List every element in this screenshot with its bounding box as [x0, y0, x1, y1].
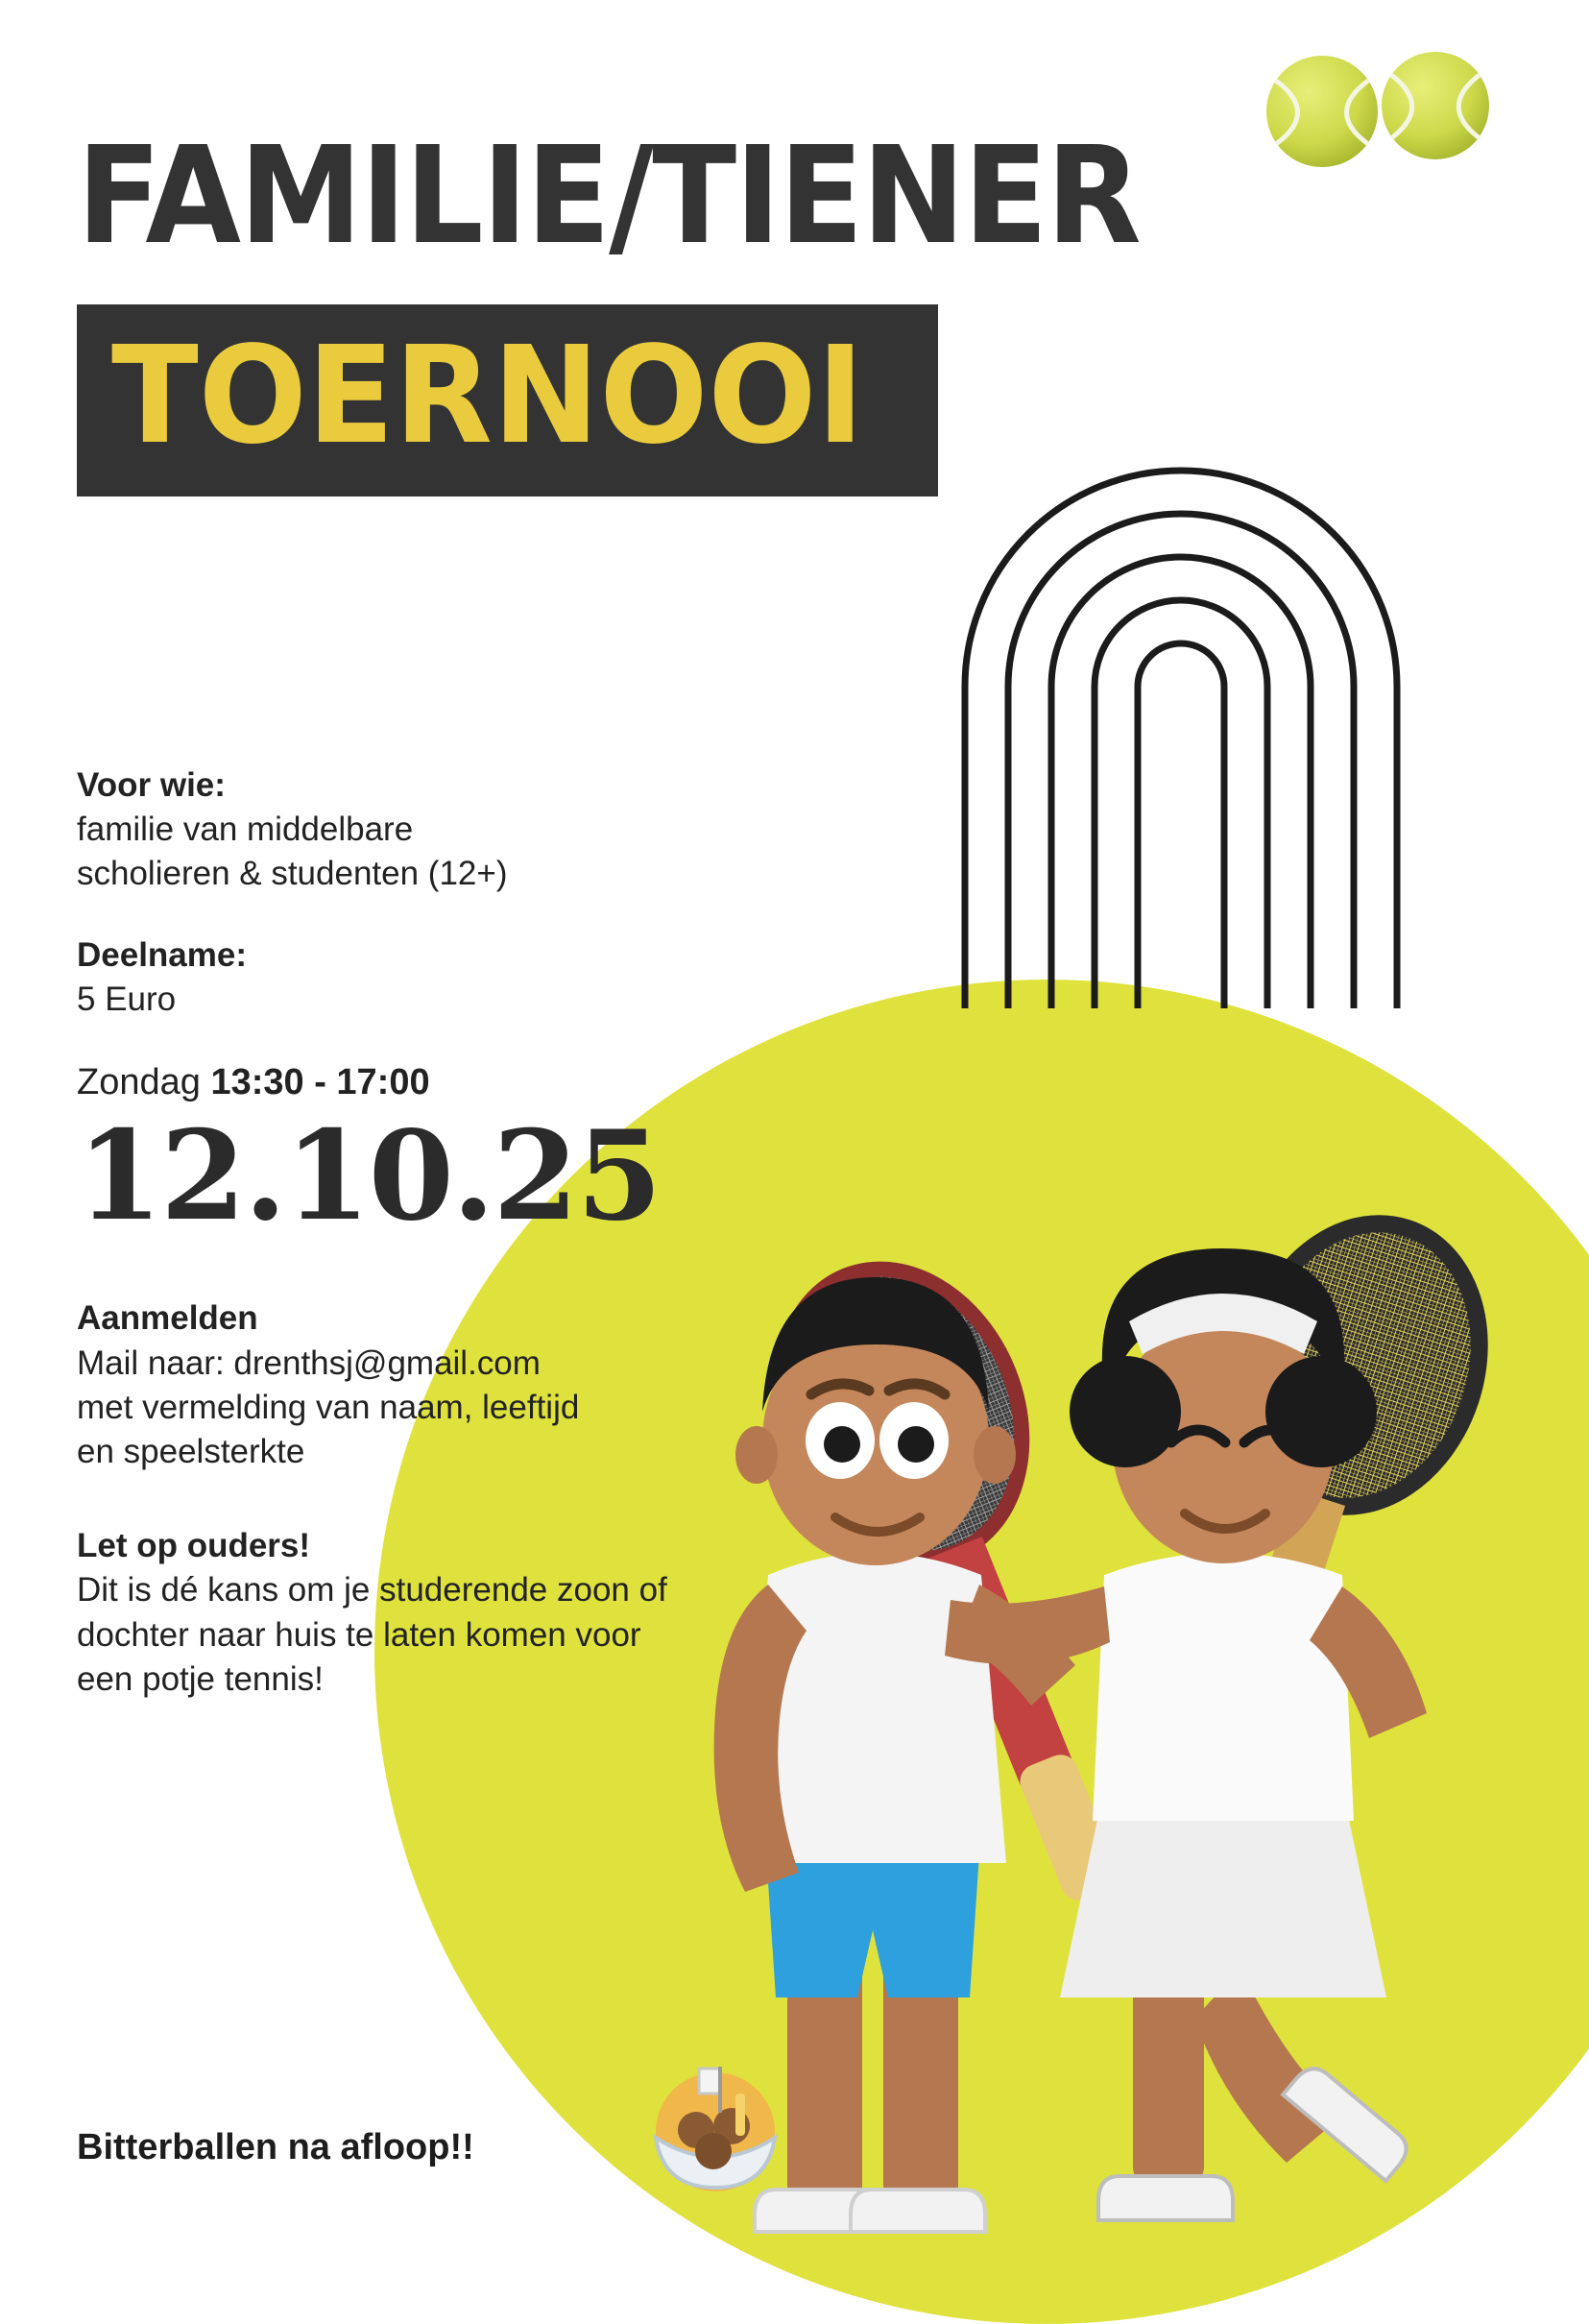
- voor-wie-line-1: familie van middelbare: [77, 811, 414, 849]
- day-prefix: Zondag: [77, 1061, 211, 1102]
- voor-wie-label: Voor wie:: [77, 766, 226, 804]
- deelname-block: [77, 933, 807, 1022]
- bitterballen-bowl-icon: [643, 2055, 787, 2199]
- headline-line-1: FAMILIE/TIENER: [77, 118, 1140, 275]
- aanmelden-line-3: en speelsterkte: [77, 1433, 305, 1471]
- deelname-value: 5 Euro: [77, 980, 177, 1018]
- let-op-line-3: een potje tennis!: [77, 1659, 324, 1698]
- day-time: 13:30 - 17:00: [210, 1061, 430, 1102]
- tennis-ball-icon: [1263, 48, 1503, 182]
- event-date: 12.10.25: [77, 1104, 661, 1249]
- deelname-label: Deelname:: [77, 935, 248, 974]
- let-op-line-2: dochter naar huis te laten komen voor: [77, 1615, 641, 1654]
- arch-lines-decoration: [955, 451, 1407, 1008]
- poster-headline: [77, 118, 1232, 496]
- voor-wie-line-2: scholieren & studenten (12+): [77, 855, 508, 893]
- let-op-line-1: Dit is dé kans om je studerende zoon of: [77, 1571, 667, 1610]
- headline-band: [77, 304, 938, 496]
- day-time-line: [77, 1058, 807, 1106]
- headline-line-2: TOERNOOI: [111, 318, 864, 474]
- aanmelden-label: Aanmelden: [77, 1299, 258, 1338]
- footer-note: Bitterballen na afloop!!: [77, 2127, 474, 2167]
- aanmelden-line-2: met vermelding van naam, leeftijd: [77, 1388, 580, 1426]
- aanmelden-line-1: Mail naar: drenthsj@gmail.com: [77, 1344, 541, 1382]
- let-op-label: Let op ouders!: [77, 1527, 311, 1565]
- voor-wie-block: [77, 763, 807, 897]
